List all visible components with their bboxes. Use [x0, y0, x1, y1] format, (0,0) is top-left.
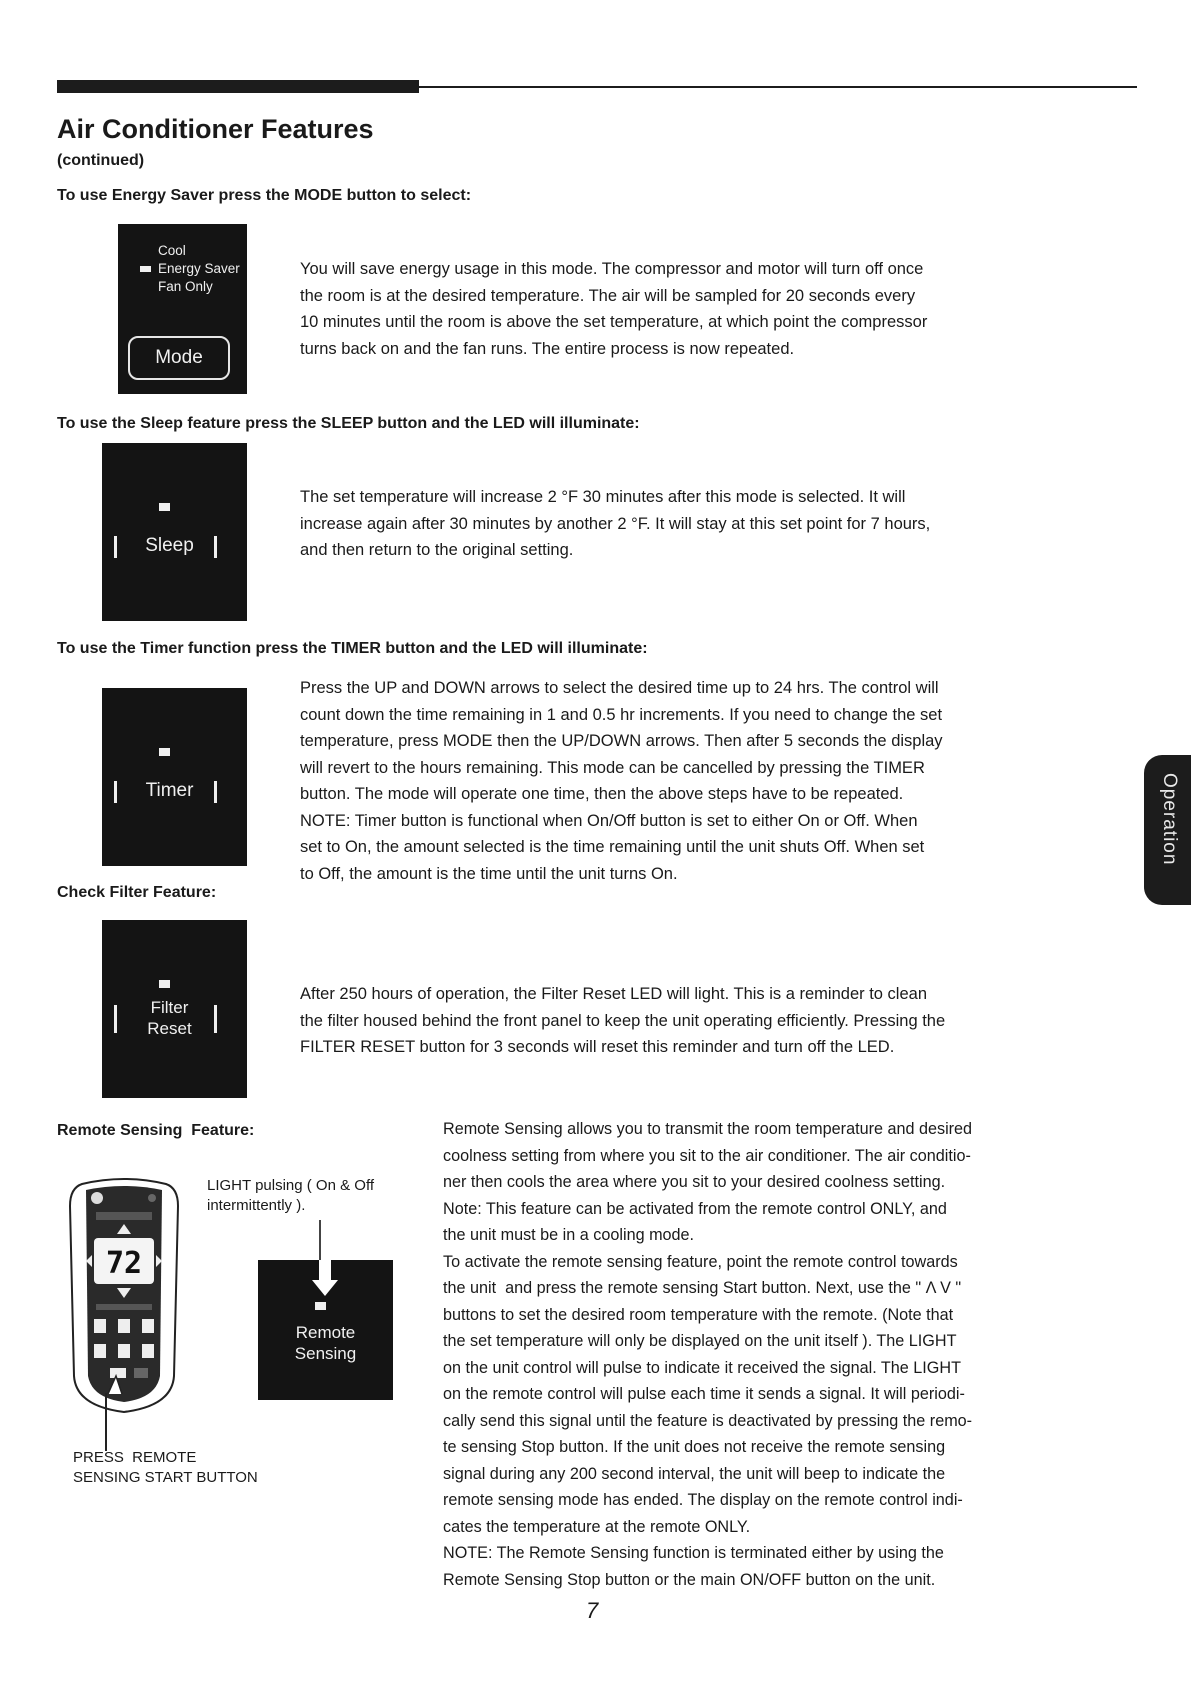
power-button-icon [91, 1192, 103, 1204]
timer-line: temperature, press MODE then the UP/DOWN arrows. Then after 5 seconds the display [300, 732, 943, 750]
remote-sensing-led [315, 1302, 326, 1310]
remote-start-button [110, 1368, 126, 1378]
filter-line: the filter housed behind the front panel to keep the unit operating efficiently. Pressing the [300, 1011, 946, 1030]
mode-options-list [158, 242, 240, 296]
remote-sensing-line: Remote Sensing Stop button or the main ON/OFF button on the unit. [443, 1570, 936, 1589]
temp-timer-label-2 [96, 1304, 152, 1310]
remote-sensing-line: coolness setting from where you sit to the air conditioner. The air conditio- [443, 1146, 971, 1165]
filter-heading: Check Filter Feature: [57, 884, 217, 901]
sleep-button-label: Sleep [145, 535, 194, 556]
timer-led [159, 748, 170, 756]
sleep-line: increase again after 30 minutes by another 2 °F. It will stay at this set point for 7 hours, [300, 514, 931, 533]
mode-option-fan-only: Fan Only [158, 279, 213, 294]
remote-sensing-line: cates the temperature at the remote ONLY. [443, 1517, 751, 1536]
sleep-led [159, 503, 170, 511]
remote-sensing-line: the set temperature will only be displayed on the unit itself ). The LIGHT [443, 1332, 957, 1350]
mode-button: Mode [128, 336, 230, 380]
mode-panel-image [118, 224, 247, 394]
remote-sensing-line: NOTE: The Remote Sensing function is terminated either by using the [443, 1544, 944, 1562]
sleep-button-icon [94, 1344, 106, 1358]
side-tab-label: Operation [1159, 773, 1180, 866]
page-number: 7 [586, 1598, 599, 1623]
light-caption-line: LIGHT pulsing ( On & Off [207, 1177, 375, 1194]
remote-sensing-line: ner then cools the area where you sit to your desired coolness setting. [443, 1173, 946, 1191]
timer-heading: To use the Timer function press the TIMER button and the LED will illuminate: [57, 640, 648, 657]
remote-stop-button [134, 1368, 148, 1378]
remote-sensing-line: remote sensing mode has ended. The display on the remote control indi- [443, 1491, 963, 1509]
page-title: Air Conditioner Features [57, 114, 374, 144]
energy-saver-line: 10 minutes until the room is above the set temperature, at which point the compressor [300, 313, 928, 331]
light-caption [207, 1176, 374, 1216]
remote-sensing-line: te sensing Stop button. If the unit does not receive the remote sensing [443, 1438, 946, 1456]
filter-text [300, 981, 945, 1061]
remote-sensing-line: cally send this signal until the feature is deactivated by pressing the remo- [443, 1411, 973, 1430]
sleep-line: and then return to the original setting. [300, 541, 574, 559]
filter-line: After 250 hours of operation, the Filter Reset LED will light. This is a reminder to clean [300, 985, 927, 1003]
mode-option-energy-saver [158, 260, 240, 278]
timer-text [300, 675, 943, 887]
timer-line: NOTE: Timer button is functional when On/Off button is set to either On or Off. When [300, 811, 918, 830]
remote-led-icon [148, 1194, 156, 1202]
filter-led [159, 980, 170, 988]
mode-option-energy-saver-label: Energy Saver [158, 261, 240, 276]
temp-timer-label [96, 1212, 152, 1220]
energy-saver-line: turns back on and the fan runs. The entire process is now repeated. [300, 339, 795, 358]
filter-button-label-line: Reset [147, 1019, 192, 1038]
timer-line: set to On, the amount selected is the time remaining until the unit shuts Off. When set [300, 838, 925, 856]
page-subtitle: (continued) [57, 152, 145, 169]
remote-sensing-button-label-line: Remote [295, 1323, 356, 1342]
cool-button-icon [94, 1319, 106, 1333]
light-arrow-icon [310, 1260, 340, 1300]
sleep-heading: To use the Sleep feature press the SLEEP button and the LED will illuminate: [57, 415, 640, 432]
remote-control-illustration [64, 1176, 184, 1416]
remote-sensing-text [443, 1116, 972, 1593]
energy-saver-line: the room is at the desired temperature. The air will be sampled for 20 seconds every [300, 286, 916, 305]
remote-sensing-line: signal during any 200 second interval, the unit will beep to indicate the [443, 1464, 946, 1483]
timer-line: count down the time remaining in 1 and 0.5 hr increments. If you need to change the set [300, 705, 943, 724]
timer-line: button. The mode will operate one time, then the above steps have to be repeated. [300, 785, 904, 803]
sleep-panel-image [102, 443, 247, 621]
filter-line: FILTER RESET button for 3 seconds will reset this reminder and turn off the LED. [300, 1038, 895, 1056]
remote-sensing-panel-image [258, 1260, 393, 1400]
energy-saver-line: You will save energy usage in this mode. The compressor and motor will turn off once [300, 260, 924, 278]
sleep-line: The set temperature will increase 2 °F 30 minutes after this mode is selected. It will [300, 488, 906, 506]
remote-sensing-line: To activate the remote sensing feature, point the remote control towards [443, 1252, 958, 1271]
remote-sensing-line: Note: This feature can be activated from the remote control ONLY, and [443, 1199, 947, 1218]
fan-speed-button-icon [142, 1319, 154, 1333]
energy-saver-text [300, 256, 927, 362]
remote-sensing-line: on the remote control will pulse each time it sends a signal. It will periodi- [443, 1385, 965, 1403]
timer-button-icon [142, 1344, 154, 1358]
press-caption [73, 1448, 258, 1488]
filter-button-label [97, 997, 242, 1039]
remote-sensing-button-label-line: Sensing [294, 1344, 357, 1363]
timer-line: Press the UP and DOWN arrows to select the desired time up to 24 hrs. The control will [300, 679, 939, 697]
remote-sensing-line: buttons to set the desired room temperature with the remote. (Note that [443, 1305, 954, 1324]
light-caption-line: intermittently ). [207, 1197, 306, 1214]
filter-panel-image [102, 920, 247, 1098]
timer-panel-image [102, 688, 247, 866]
timer-line: will revert to the hours remaining. This mode can be cancelled by pressing the TIMER [300, 758, 925, 777]
timer-line: to Off, the amount is the time until the unit turns On. [300, 864, 678, 883]
press-caption-line: PRESS REMOTE [73, 1449, 197, 1466]
energy-saver-button-icon [118, 1319, 130, 1333]
header-rule-thick [57, 80, 419, 93]
filter-button-label-line: Filter [150, 998, 189, 1017]
remote-sensing-line: the unit must be in a cooling mode. [443, 1226, 695, 1244]
remote-display-value: 72 [105, 1246, 143, 1281]
mode-option-cool: Cool [158, 243, 186, 258]
energy-saver-led [140, 266, 151, 272]
remote-sensing-line: the unit and press the remote sensing Start button. Next, use the " Λ V " [443, 1279, 962, 1297]
remote-sensing-button-label [258, 1322, 393, 1364]
energy-saver-heading: To use Energy Saver press the MODE button to select: [57, 187, 472, 204]
remote-sensing-line: on the unit control will pulse to indicate it received the signal. The LIGHT [443, 1358, 961, 1377]
remote-sensing-line: Remote Sensing allows you to transmit the room temperature and desired [443, 1120, 973, 1138]
timer-button-label: Timer [145, 780, 194, 801]
press-caption-line: SENSING START BUTTON [73, 1469, 258, 1486]
press-pointer-line [105, 1393, 107, 1451]
sleep-text [300, 484, 930, 564]
remote-sensing-heading: Remote Sensing Feature: [57, 1122, 255, 1139]
operation-side-tab [1144, 755, 1191, 905]
auto-fan-button-icon [118, 1344, 130, 1358]
